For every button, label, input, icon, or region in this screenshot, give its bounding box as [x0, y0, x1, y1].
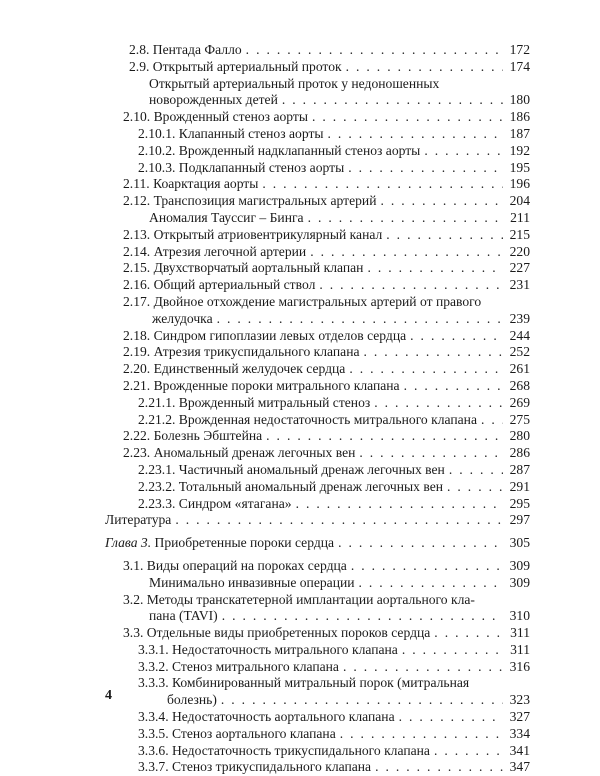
toc-entry: [123, 294, 530, 328]
toc-page-number: 305: [509, 535, 530, 551]
table-of-contents: [105, 42, 530, 776]
toc-entry-title: 2.8. Пентада Фалло: [129, 42, 242, 57]
toc-entry-title: 2.21. Врожденные пороки митрального клапана: [123, 377, 400, 393]
dot-leader: [175, 512, 503, 529]
dot-leader: [375, 759, 503, 776]
toc-page-number: 180: [509, 92, 530, 108]
dot-leader: [308, 210, 503, 227]
toc-page-number: 174: [509, 58, 530, 74]
toc-entry: [123, 378, 530, 395]
toc-entry-title: 2.23. Аномальный дренаж легочных вен: [123, 445, 356, 461]
toc-page-number: 215: [509, 226, 530, 242]
toc-entry: [138, 395, 530, 412]
dot-leader: [310, 244, 503, 261]
toc-page-number: 231: [509, 277, 530, 293]
dot-leader: [359, 445, 503, 462]
toc-page-number: 341: [509, 742, 530, 758]
dot-leader: [262, 176, 503, 193]
dot-leader: [328, 126, 503, 143]
toc-page-number: 327: [509, 709, 530, 725]
toc-page-number: 244: [509, 327, 530, 343]
toc-entry-title: 2.21.1. Врожденный митральный стеноз: [138, 394, 371, 410]
dot-leader: [346, 59, 503, 76]
toc-page-number: 195: [509, 159, 530, 175]
toc-page-number: 309: [509, 574, 530, 590]
dot-leader: [319, 277, 503, 294]
toc-entry: [138, 642, 530, 659]
toc-entry: [138, 743, 530, 760]
toc-page-number: 275: [509, 411, 530, 427]
toc-page-number: 192: [509, 142, 530, 158]
dot-leader: [266, 428, 503, 445]
toc-entry-title-line: 3.2. Методы транскатетерной имплантации аортального кла-: [123, 591, 475, 607]
chapter-label: Глава 3.: [105, 535, 152, 551]
toc-entry: [123, 244, 530, 261]
toc-entry-title: 3.3.5. Стеноз аортального клапана: [138, 725, 336, 741]
dot-leader: [217, 311, 503, 328]
dot-leader: [349, 361, 503, 378]
dot-leader: [222, 608, 503, 625]
toc-entry: [138, 462, 530, 479]
dot-leader: [447, 479, 503, 496]
dot-leader: [434, 625, 503, 642]
toc-entry: [123, 592, 530, 626]
toc-entry: [123, 277, 530, 294]
toc-entry-title: желудочка: [152, 310, 213, 326]
toc-entry-title: болезнь): [167, 692, 217, 708]
toc-page-number: 211: [510, 209, 530, 225]
dot-leader: [402, 642, 503, 659]
toc-page-number: 239: [509, 310, 530, 326]
toc-entry-title: 3.3. Отдельные виды приобретенных пороков сердца: [123, 625, 431, 641]
toc-entry: [138, 412, 530, 429]
toc-page-number: 268: [509, 377, 530, 393]
dot-leader: [351, 558, 503, 575]
toc-entry-title: 2.21.2. Врожденная недостаточность митрального клапана: [138, 411, 477, 427]
toc-entry: [138, 496, 530, 513]
toc-entry: [123, 193, 530, 210]
toc-entry-title: 2.23.1. Частичный аномальный дренаж легочных вен: [138, 461, 445, 477]
dot-leader: [359, 575, 503, 592]
toc-page-number: 323: [509, 692, 530, 708]
toc-entry-title: 2.22. Болезнь Эбштейна: [123, 428, 263, 444]
toc-entry: [138, 709, 530, 726]
toc-page-number: 227: [509, 260, 530, 276]
dot-leader: [221, 692, 503, 709]
toc-page-number: 186: [509, 109, 530, 125]
toc-entry-title: 2.23.2. Тотальный аномальный дренаж легочных вен: [138, 478, 444, 494]
dot-leader: [399, 709, 503, 726]
dot-leader: [374, 395, 503, 412]
toc-page-number: 347: [509, 759, 530, 775]
toc-entry-title-line: 3.3.3. Комбинированный митральный порок (митральная: [138, 675, 470, 691]
toc-page-number: 204: [509, 193, 530, 209]
toc-entry: [123, 445, 530, 462]
toc-page-number: 291: [509, 478, 530, 494]
toc-page-number: 252: [509, 344, 530, 360]
toc-entry-title: 2.15. Двухстворчатый аортальный клапан: [123, 260, 364, 276]
toc-entry-title: 2.9. Открытый артериальный проток: [129, 58, 342, 74]
toc-entry-title: 2.10.1. Клапанный стеноз аорты: [138, 125, 324, 141]
dot-leader: [424, 143, 503, 160]
toc-entry: [138, 479, 530, 496]
toc-page-number: 287: [509, 461, 530, 477]
dot-leader: [364, 344, 503, 361]
dot-leader: [410, 328, 503, 345]
dot-leader: [380, 193, 503, 210]
toc-page-number: 311: [510, 641, 530, 657]
toc-entry: [149, 210, 530, 227]
toc-entry: [138, 143, 530, 160]
toc-entry: [138, 675, 530, 709]
toc-entry-title: 2.13. Открытый атриовентрикулярный канал: [123, 226, 383, 242]
toc-page-number: 309: [509, 557, 530, 573]
toc-entry: [138, 759, 530, 776]
toc-entry-title: 2.10.3. Подклапанный стеноз аорты: [138, 159, 345, 175]
toc-entry: [123, 109, 530, 126]
toc-entry-title: Литература: [105, 512, 172, 528]
toc-entry: [129, 59, 530, 76]
dot-leader: [340, 726, 503, 743]
toc-page-number: 269: [509, 394, 530, 410]
toc-entry: [138, 160, 530, 177]
toc-entry: [149, 76, 530, 110]
toc-entry: [138, 659, 530, 676]
toc-entry-title: 2.11. Коарктация аорты: [123, 176, 259, 192]
toc-entry-title: новорожденных детей: [149, 92, 278, 108]
dot-leader: [343, 659, 503, 676]
toc-entry: [129, 42, 530, 59]
toc-entry: [123, 428, 530, 445]
dot-leader: [367, 260, 503, 277]
toc-page-number: 297: [509, 512, 530, 528]
dot-leader: [404, 378, 503, 395]
toc-entry-title: 3.3.2. Стеноз митрального клапана: [138, 658, 339, 674]
toc-page-number: 311: [510, 625, 530, 641]
dot-leader: [481, 412, 503, 429]
toc-entry-title: Приобретенные пороки сердца: [154, 535, 335, 551]
dot-leader: [348, 160, 503, 177]
toc-entry-title: 3.3.6. Недостаточность трикуспидального клапана: [138, 742, 430, 758]
toc-page-number: 220: [509, 243, 530, 259]
toc-entry-title: 2.18. Синдром гипоплазии левых отделов сердца: [123, 327, 407, 343]
toc-entry-title-line: 2.17. Двойное отхождение магистральных артерий от правого: [123, 293, 482, 309]
toc-entry-title: 2.14. Атрезия легочной артерии: [123, 243, 307, 259]
toc-entry: [149, 575, 530, 592]
toc-entry-title-line: Открытый артериальный проток у недоношенных: [149, 75, 440, 91]
toc-page-number: 286: [509, 445, 530, 461]
toc-page-number: 196: [509, 176, 530, 192]
toc-entry: [123, 344, 530, 361]
toc-entry-title: 2.16. Общий артериальный ствол: [123, 277, 316, 293]
toc-page-number: 334: [509, 725, 530, 741]
toc-entry: [123, 361, 530, 378]
toc-entry: [138, 726, 530, 743]
toc-page-number: 172: [509, 42, 530, 57]
dot-leader: [296, 496, 503, 513]
toc-page-number: 310: [509, 608, 530, 624]
toc-entry: [123, 176, 530, 193]
toc-page-number: 261: [509, 361, 530, 377]
toc-page-number: 187: [509, 125, 530, 141]
dot-leader: [449, 462, 503, 479]
toc-entry-title: 3.3.4. Недостаточность аортального клапана: [138, 709, 395, 725]
toc-entry-title: 2.10.2. Врожденный надклапанный стеноз аорты: [138, 142, 421, 158]
toc-entry: [105, 535, 530, 552]
dot-leader: [386, 227, 503, 244]
toc-entry: [138, 126, 530, 143]
toc-entry-title: 2.23.3. Синдром «ятагана»: [138, 495, 292, 511]
toc-entry-title: 2.19. Атрезия трикуспидального клапана: [123, 344, 360, 360]
dot-leader: [246, 42, 503, 59]
page-number: 4: [105, 688, 112, 703]
toc-entry-title: 2.10. Врожденный стеноз аорты: [123, 109, 308, 125]
toc-entry-title: 3.3.7. Стеноз трикуспидального клапана: [138, 759, 372, 775]
toc-entry-title: пана (TAVI): [149, 608, 218, 624]
toc-entry: [123, 328, 530, 345]
toc-entry-title: Минимально инвазивные операции: [149, 574, 355, 590]
toc-page-number: 316: [509, 658, 530, 674]
toc-page-number: 280: [509, 428, 530, 444]
dot-leader: [434, 743, 503, 760]
toc-entry-title: 2.12. Транспозиция магистральных артерий: [123, 193, 377, 209]
dot-leader: [338, 535, 503, 552]
toc-entry: [123, 227, 530, 244]
toc-entry: [123, 625, 530, 642]
toc-entry: [123, 558, 530, 575]
toc-entry-title: 3.1. Виды операций на пороках сердца: [123, 557, 347, 573]
dot-leader: [312, 109, 503, 126]
toc-entry: [123, 260, 530, 277]
toc-page-number: 295: [509, 495, 530, 511]
toc-entry-title: 2.20. Единственный желудочек сердца: [123, 361, 346, 377]
dot-leader: [282, 92, 503, 109]
toc-entry-title: 3.3.1. Недостаточность митрального клапана: [138, 641, 398, 657]
toc-entry-title: Аномалия Тауссиг – Бинга: [149, 209, 304, 225]
toc-entry: [105, 512, 530, 529]
